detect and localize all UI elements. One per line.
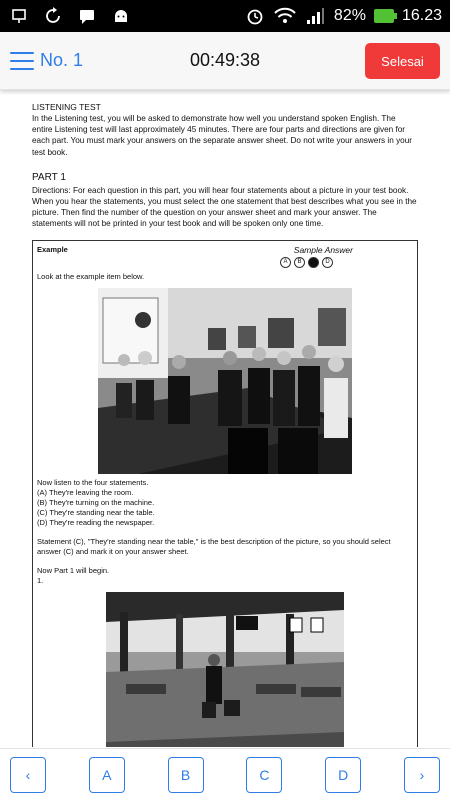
battery-percent: 82%	[333, 7, 366, 24]
listen-text: Now listen to the four statements.	[37, 477, 149, 487]
next-button[interactable]: ›	[404, 757, 440, 793]
wifi-icon	[274, 5, 296, 27]
intro-paragraph: In the Listening test, you will be asked to demonstrate how well you understand spoken English. The entire Listening test will last approximately 45 minutes. There are four parts and directions are given for each part. You must mark your answers on the separate answer sheet. Do not write your answers in your test book.	[32, 114, 412, 157]
answer-option-a[interactable]: A	[89, 757, 125, 793]
explanation-text: Statement (C), "They're standing near the table," is the best description of the picture, so you should select answer (C) and mark it on your answer sheet.	[37, 536, 391, 556]
status-bar	[0, 0, 450, 32]
example-photo	[98, 288, 352, 474]
answer-option-b[interactable]: B	[168, 757, 204, 793]
alarm-icon	[244, 5, 266, 27]
sample-bubble-a: A	[280, 257, 291, 268]
clock-time: 16.23	[401, 7, 442, 24]
statement-d: (D) They're reading the newspaper.	[37, 517, 155, 527]
menu-icon[interactable]	[10, 52, 34, 70]
countdown-timer: 00:49:38	[189, 50, 261, 70]
android-icon	[110, 5, 132, 27]
answer-option-c[interactable]: C	[246, 757, 282, 793]
chat-icon	[76, 5, 98, 27]
statement-a: (A) They're leaving the room.	[37, 487, 134, 497]
sample-bubble-c	[308, 257, 319, 268]
sample-answer-bubbles	[280, 257, 333, 268]
directions-paragraph: Directions: For each question in this part, you will hear four statements about a picture in your test book. When you hear the statements, you must select the one statement that best describes what you see in the picture. Then find the number of the question on your answer sheet and mark your answer. The statements will not be printed in your test book and will be spoken only one time.	[32, 185, 417, 229]
sample-bubble-d: D	[322, 257, 333, 268]
test-document	[0, 92, 450, 747]
finish-button[interactable]: Selesai	[365, 43, 440, 79]
sample-bubble-b: B	[294, 257, 305, 268]
usb-icon	[8, 5, 30, 27]
example-box	[32, 240, 418, 747]
previous-button[interactable]: ‹	[10, 757, 46, 793]
example-label: Example	[37, 244, 68, 254]
statement-b: (B) They're turning on the machine.	[37, 497, 155, 507]
app-header	[0, 32, 450, 90]
question-photo	[106, 592, 344, 747]
part-title: PART 1	[32, 171, 66, 183]
begin-text: Now Part 1 will begin.	[37, 565, 110, 575]
look-text: Look at the example item below.	[37, 271, 145, 281]
sample-answer-label: Sample Answer	[293, 244, 353, 255]
section-title: LISTENING TEST	[32, 102, 101, 112]
answer-option-d[interactable]: D	[325, 757, 361, 793]
bottom-navigation	[0, 748, 450, 800]
battery-icon	[374, 9, 394, 23]
signal-icon	[304, 5, 326, 27]
sync-icon	[42, 5, 64, 27]
statement-c: (C) They're standing near the table.	[37, 507, 155, 517]
question-number: 1.	[37, 575, 44, 585]
question-number-label[interactable]: No. 1	[40, 50, 84, 70]
